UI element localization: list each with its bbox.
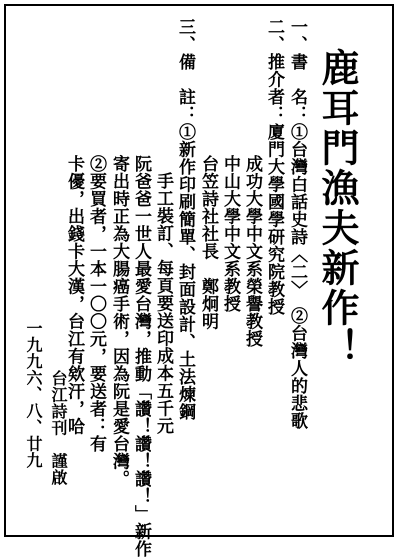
section-notes-line: 三、備 註：①新作印刷簡單、封面設計、土法煉鋼 [175, 18, 195, 421]
signature-date: 一九九六、八、廿九 [24, 320, 43, 469]
notes-line-5: ②要買者，一本一〇〇元，要送者：有 [86, 155, 106, 453]
signature-publisher: 台江詩刊 謹啟 [49, 370, 68, 486]
page-title: 鹿耳門漁夫新作！ [315, 48, 360, 368]
introducer-line-2: 成功大學中文系榮譽教授 [242, 155, 262, 348]
introducer-line-3: 中山大學中文系教授 [220, 155, 240, 313]
section-introducer-line: 二、推介者：廈門大學國學研究院教授 [264, 18, 284, 316]
notes-line-4: 寄出時正為大腸癌手術，因為阮是愛台灣。 [109, 155, 129, 488]
section-title-line: 一、書 名：①台灣白話史詩〈二〉 ②台灣人的悲歌 [287, 18, 307, 430]
notes-line-3: 阮爸爸一世人最愛台灣，推動「讚！讚！讚！」新作 [131, 155, 151, 558]
introducer-line-4: 台笠詩社社長 鄭炯明 [198, 155, 218, 330]
notes-line-2: 手工裝訂、每頁要送印成本五千元 [153, 172, 173, 435]
notes-line-6: 卡優，出錢卡大漢，台江有欸汗，哈 [64, 155, 84, 435]
